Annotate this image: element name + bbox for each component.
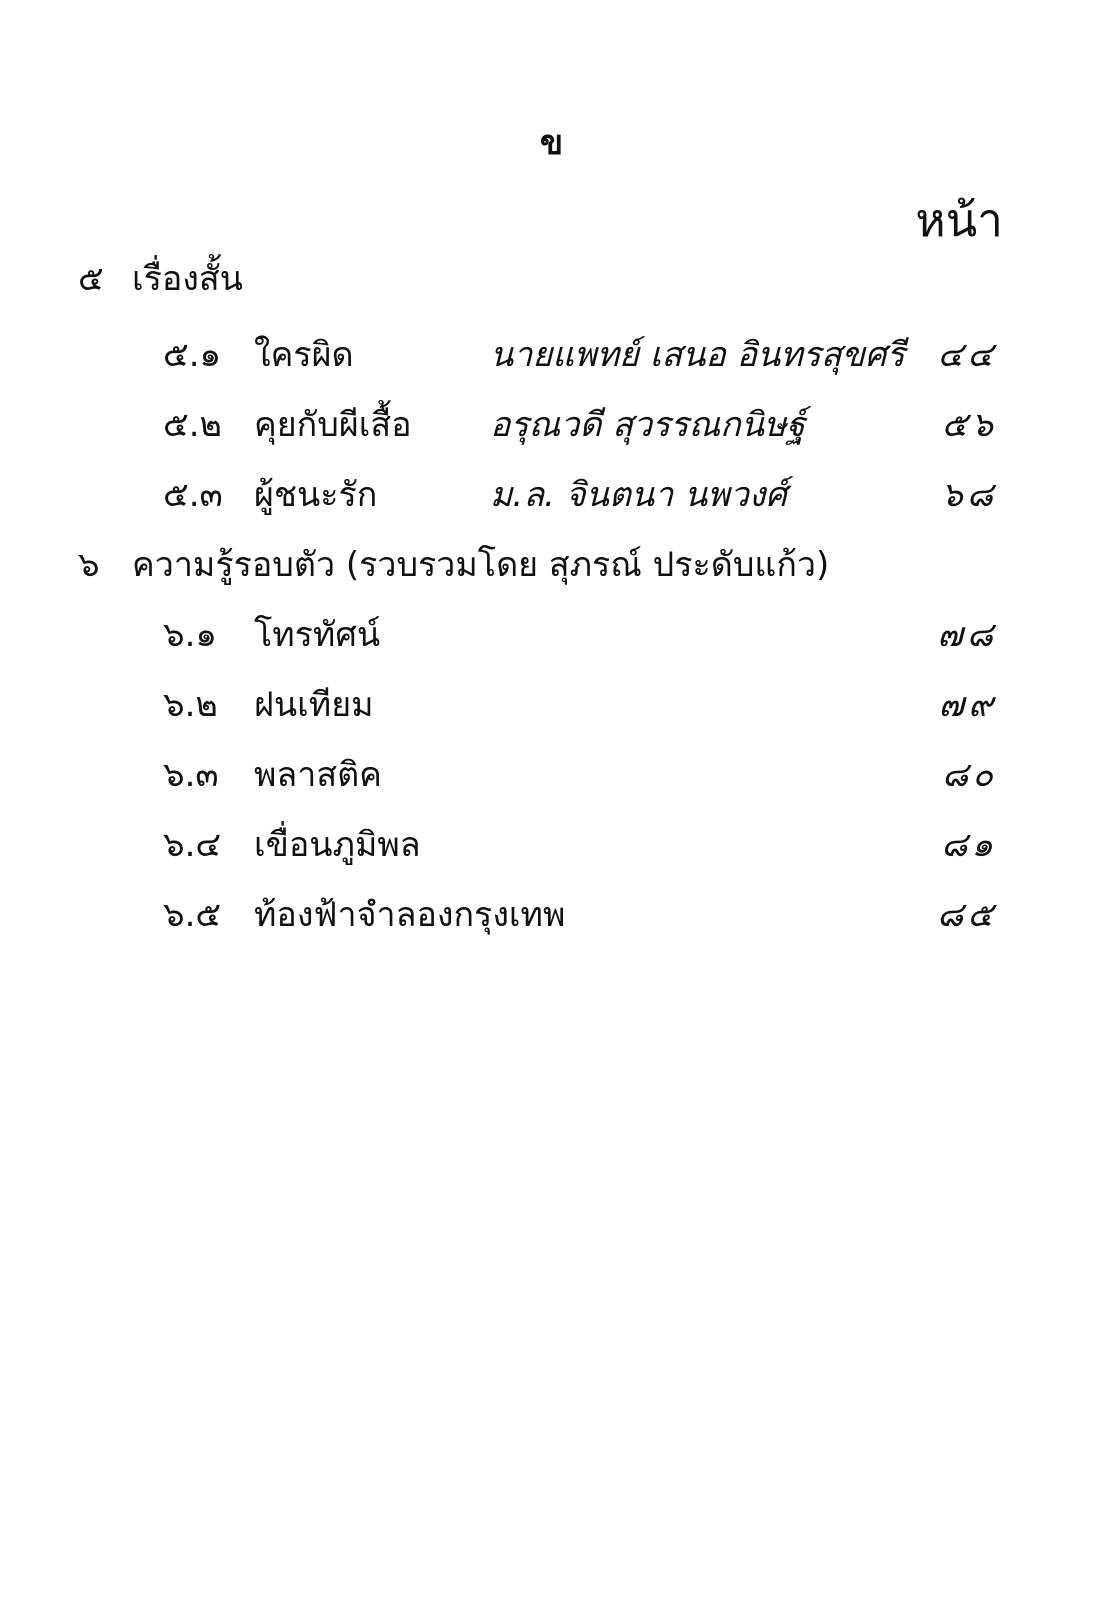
entry-number: ๖.๕	[163, 895, 222, 935]
entry-number: ๖.๔	[163, 825, 222, 865]
entry-title: โทรทัศน์	[254, 615, 381, 655]
page-column-header: หน้า	[915, 193, 1003, 247]
entry-number: ๕.๓	[163, 475, 223, 515]
entry-title: ผู้ชนะรัก	[254, 475, 378, 515]
entry-page: ๘๕	[937, 895, 997, 935]
entry-number: ๕.๒	[163, 405, 222, 445]
entry-page: ๕๖	[941, 405, 997, 445]
entry-page: ๔๔	[937, 335, 997, 375]
toc-entry	[0, 466, 1103, 524]
section-number: ๕	[78, 259, 104, 299]
entry-title: ท้องฟ้าจำลองกรุงเทพ	[254, 895, 566, 935]
toc-entry	[0, 326, 1103, 384]
entry-number: ๖.๑	[163, 615, 217, 655]
entry-title: คุยกับผีเสื้อ	[254, 405, 412, 445]
entry-title: ใครผิด	[254, 335, 354, 375]
entry-page: ๘๐	[942, 755, 997, 795]
entry-author: อรุณวดี สุวรรณกนิษฐ์	[490, 405, 806, 445]
entry-author: นายแพทย์ เสนอ อินทรสุขศรี	[490, 335, 905, 375]
entry-number: ๖.๒	[163, 685, 218, 725]
entry-title: พลาสติค	[254, 755, 382, 795]
toc-section-heading	[0, 250, 1103, 308]
entry-author: ม.ล. จินตนา นพวงศ์	[490, 475, 787, 515]
section-title: เรื่องสั้น	[132, 259, 243, 299]
entry-number: ๕.๑	[163, 335, 222, 375]
toc-entry	[0, 606, 1103, 664]
toc-entry	[0, 886, 1103, 944]
section-title: ความรู้รอบตัว (รวบรวมโดย สุภรณ์ ประดับแก้ว)	[132, 545, 830, 585]
toc-entry	[0, 816, 1103, 874]
toc-entry	[0, 396, 1103, 454]
toc-section-heading	[0, 536, 1103, 594]
entry-title: เขื่อนภูมิพล	[254, 825, 421, 865]
entry-page: ๘๑	[941, 825, 997, 865]
toc-entry	[0, 746, 1103, 804]
toc-entry	[0, 676, 1103, 734]
entry-page: ๗๘	[937, 615, 997, 655]
entry-page: ๗๙	[938, 685, 997, 725]
entry-page: ๖๘	[941, 475, 997, 515]
entry-number: ๖.๓	[163, 755, 219, 795]
page-number: ข	[539, 123, 564, 163]
section-number: ๖	[78, 545, 100, 585]
entry-title: ฝนเทียม	[254, 685, 374, 725]
